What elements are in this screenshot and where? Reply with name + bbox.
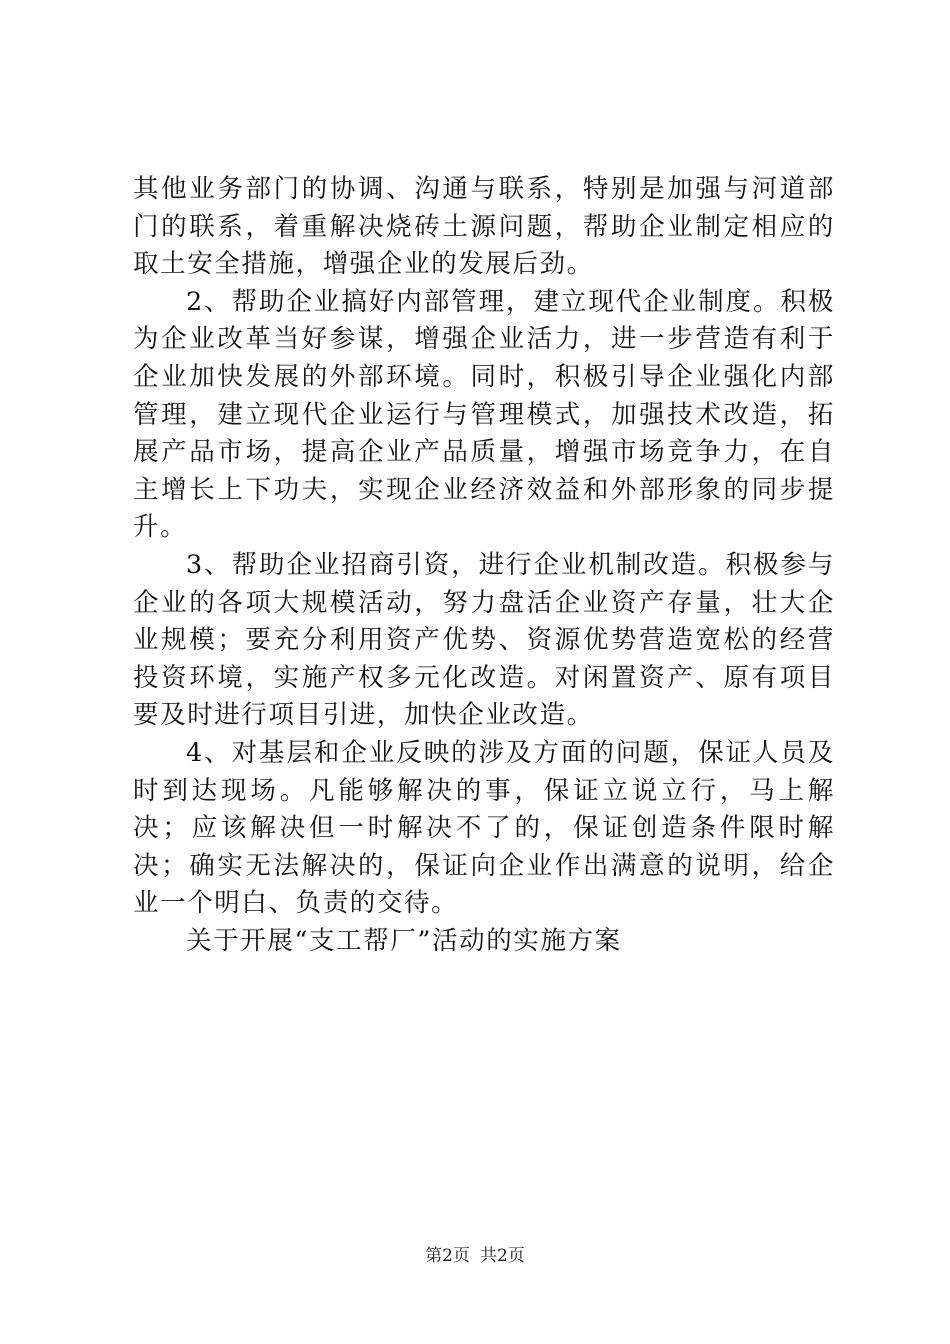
page-number-current: 第2页 [425, 1246, 470, 1266]
page-footer [0, 1241, 950, 1266]
paragraph-item-4: 4、对基层和企业反映的涉及方面的问题，保证人员及时到达现场。凡能够解决的事，保证立说立行，马上解决；应该解决但一时解决不了的，保证创造条件限时解决；确实无法解决的，保证向企业作出满意的说明，给企业一个明白、负责的交待。 [133, 737, 835, 919]
paragraph-continuation: 其他业务部门的协调、沟通与联系，特别是加强与河道部门的联系，着重解决烧砖土源问题，帮助企业制定相应的取土安全措施，增强企业的发展后劲。 [133, 174, 835, 280]
page-number-total: 共2页 [480, 1246, 525, 1266]
paragraph-item-2: 2、帮助企业搞好内部管理，建立现代企业制度。积极为企业改革当好参谋，增强企业活力，进一步营造有利于企业加快发展的外部环境。同时，积极引导企业强化内部管理，建立现代企业运行与管理模式，加强技术改造，拓展产品市场，提高企业产品质量，增强市场竞争力，在自主增长上下功夫，实现企业经济效益和外部形象的同步提升。 [133, 286, 835, 543]
document-title-line: 关于开展“支工帮厂”活动的实施方案 [186, 925, 622, 956]
document-body [133, 171, 835, 960]
paragraph-item-3: 3、帮助企业招商引资，进行企业机制改造。积极参与企业的各项大规模活动，努力盘活企业资产存量，壮大企业规模；要充分利用资产优势、资源优势营造宽松的经营投资环境，实施产权多元化改造。对闲置资产、原有项目要及时进行项目引进，加快企业改造。 [133, 549, 835, 731]
